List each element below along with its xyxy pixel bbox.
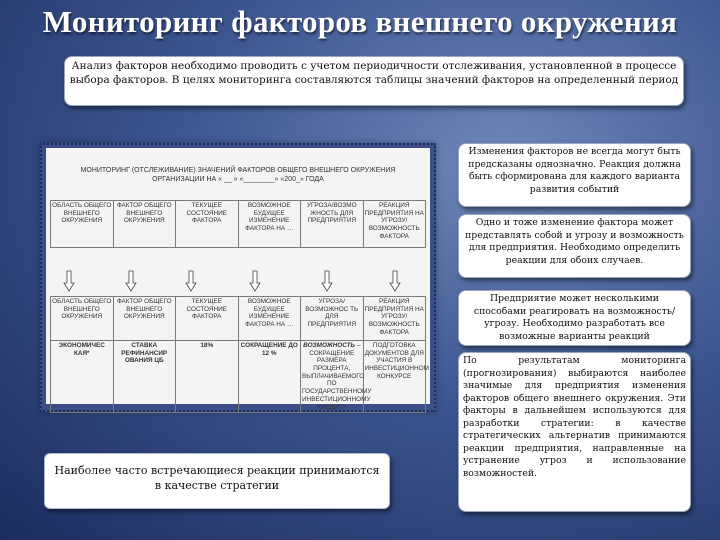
table-row: [51, 341, 426, 413]
down-arrow-icon: [250, 271, 260, 291]
table-header-cell: ВОЗМОЖНОЕ БУДУЩЕЕ ИЗМЕНЕНИЕ ФАКТОРА НА …: [238, 297, 301, 341]
monitoring-table-header: [50, 200, 426, 248]
table-header-cell: УГРОЗА/ВОЗМОЖНОС ТЬ ДЛЯ ПРЕДПРИЯТИЯ: [301, 297, 364, 341]
table-header-cell: ОБЛАСТЬ ОБЩЕГО ВНЕШНЕГО ОКРУЖЕНИЯ: [51, 201, 114, 248]
down-arrow-icon: [186, 271, 196, 291]
table-scan: [46, 148, 430, 411]
table-header-cell: ФАКТОР ОБЩЕГО ВНЕШНЕГО ОКРУЖЕНИЯ: [113, 201, 176, 248]
cell-area: ЭКОНОМИЧЕС КАЯ*: [51, 341, 114, 413]
monitoring-table-image: [40, 143, 436, 412]
cell-reaction: ПОДГОТОВКА ДОКУМЕНТОВ ДЛЯ УЧАСТИЯ В ИНВЕСТИЦИОННОМ КОНКУРСЕ: [363, 341, 426, 413]
down-arrow-icon: [390, 271, 400, 291]
down-arrow-icon: [64, 271, 74, 291]
cell-factor: СТАВКА РЕФИНАНСИР ОВАНИЯ ЦБ: [113, 341, 176, 413]
table-header-cell: ТЕКУЩЕЕ СОСТОЯНИЕ ФАКТОРА: [176, 297, 239, 341]
table-title-line1: МОНИТОРИНГ (ОТСЛЕЖИВАНИЕ) ЗНАЧЕНИЙ ФАКТОРОВ ОБЩЕГО ВНЕШНЕГО ОКРУЖЕНИЯ: [80, 167, 396, 174]
cell-change-value: 12 %: [261, 349, 277, 357]
table-header-cell: РЕАКЦИЯ ПРЕДПРИЯТИЯ НА УГРОЗУ/ ВОЗМОЖНОСТЬ ФАКТОРА: [363, 297, 426, 341]
cell-threat-label: ВОЗМОЖНОСТЬ: [303, 342, 356, 349]
intro-box: Анализ факторов необходимо проводить с учетом периодичности отслеживания, установленной в процессе выбора факторов. В целях мониторинга составляются таблицы значений факторов на определенный период: [64, 56, 684, 106]
note-box-2: Одно и тоже изменение фактора может представлять собой и угрозу и возможность для предприятия. Необходимо определить реакции для обоих случаев.: [458, 214, 691, 278]
response-box: Наиболее часто встречающиеся реакции принимаются в качестве стратегии: [44, 453, 390, 509]
cell-change: [238, 341, 301, 413]
down-arrow-icon: [322, 271, 332, 291]
cell-threat: [301, 341, 372, 413]
note-box-4: По результатам мониторинга (прогнозирования) выбираются наиболее значимые для предприятия изменения факторов общего внешнего окружения. Эти факторы в дальнейшем используются для разработки стратегии: в качестве стратегических альтернатив принимаются реакции предприятия, направленные на устранение угроз и использование возможностей.: [458, 352, 691, 512]
cell-change-prefix: СОКРАЩЕНИЕ ДО: [240, 342, 298, 349]
table-header-cell: ОБЛАСТЬ ОБЩЕГО ВНЕШНЕГО ОКРУЖЕНИЯ: [51, 297, 114, 341]
table-title-line2: ОРГАНИЗАЦИИ НА « __ » «________» «200_» ГОДА: [152, 176, 324, 184]
table-header-cell: ФАКТОР ОБЩЕГО ВНЕШНЕГО ОКРУЖЕНИЯ: [113, 297, 176, 341]
note-box-1: Изменения факторов не всегда могут быть предсказаны однозначно. Реакция должна быть сформирована для каждого варианта развития событий: [458, 143, 691, 207]
cell-threat-text: – СОКРАЩЕНИЕ РАЗМЕРА ПРОЦЕНТА, ВЫПЛАЧИВАЕМОГО ПО ГОСУДАРСТВЕННОМУ ИНВЕСТИЦИОННОМУ КРЕДИТУ: [302, 342, 372, 411]
down-arrow-icon: [126, 271, 136, 291]
table-header-cell: РЕАКЦИЯ ПРЕДПРИЯТИЯ НА УГРОЗУ/ ВОЗМОЖНОСТЬ ФАКТОРА: [363, 201, 426, 248]
table-header-cell: ТЕКУЩЕЕ СОСТОЯНИЕ ФАКТОРА: [176, 201, 239, 248]
monitoring-table-filled: [50, 296, 429, 413]
page-title: Мониторинг факторов внешнего окружения: [42, 4, 678, 39]
cell-current: 18%: [176, 341, 239, 413]
table-header-cell: УГРОЗА/ВОЗМО ЖНОСТЬ ДЛЯ ПРЕДПРИЯТИЯ: [301, 201, 364, 248]
table-header-cell: ВОЗМОЖНОЕ БУДУЩЕЕ ИЗМЕНЕНИЕ ФАКТОРА НА …: [238, 201, 301, 248]
note-box-3: Предприятие может несколькими способами реагировать на возможность/угрозу. Необходимо разработать все возможные варианты реакций: [458, 290, 691, 346]
arrows-row: [46, 268, 430, 294]
table-title: [46, 166, 430, 184]
